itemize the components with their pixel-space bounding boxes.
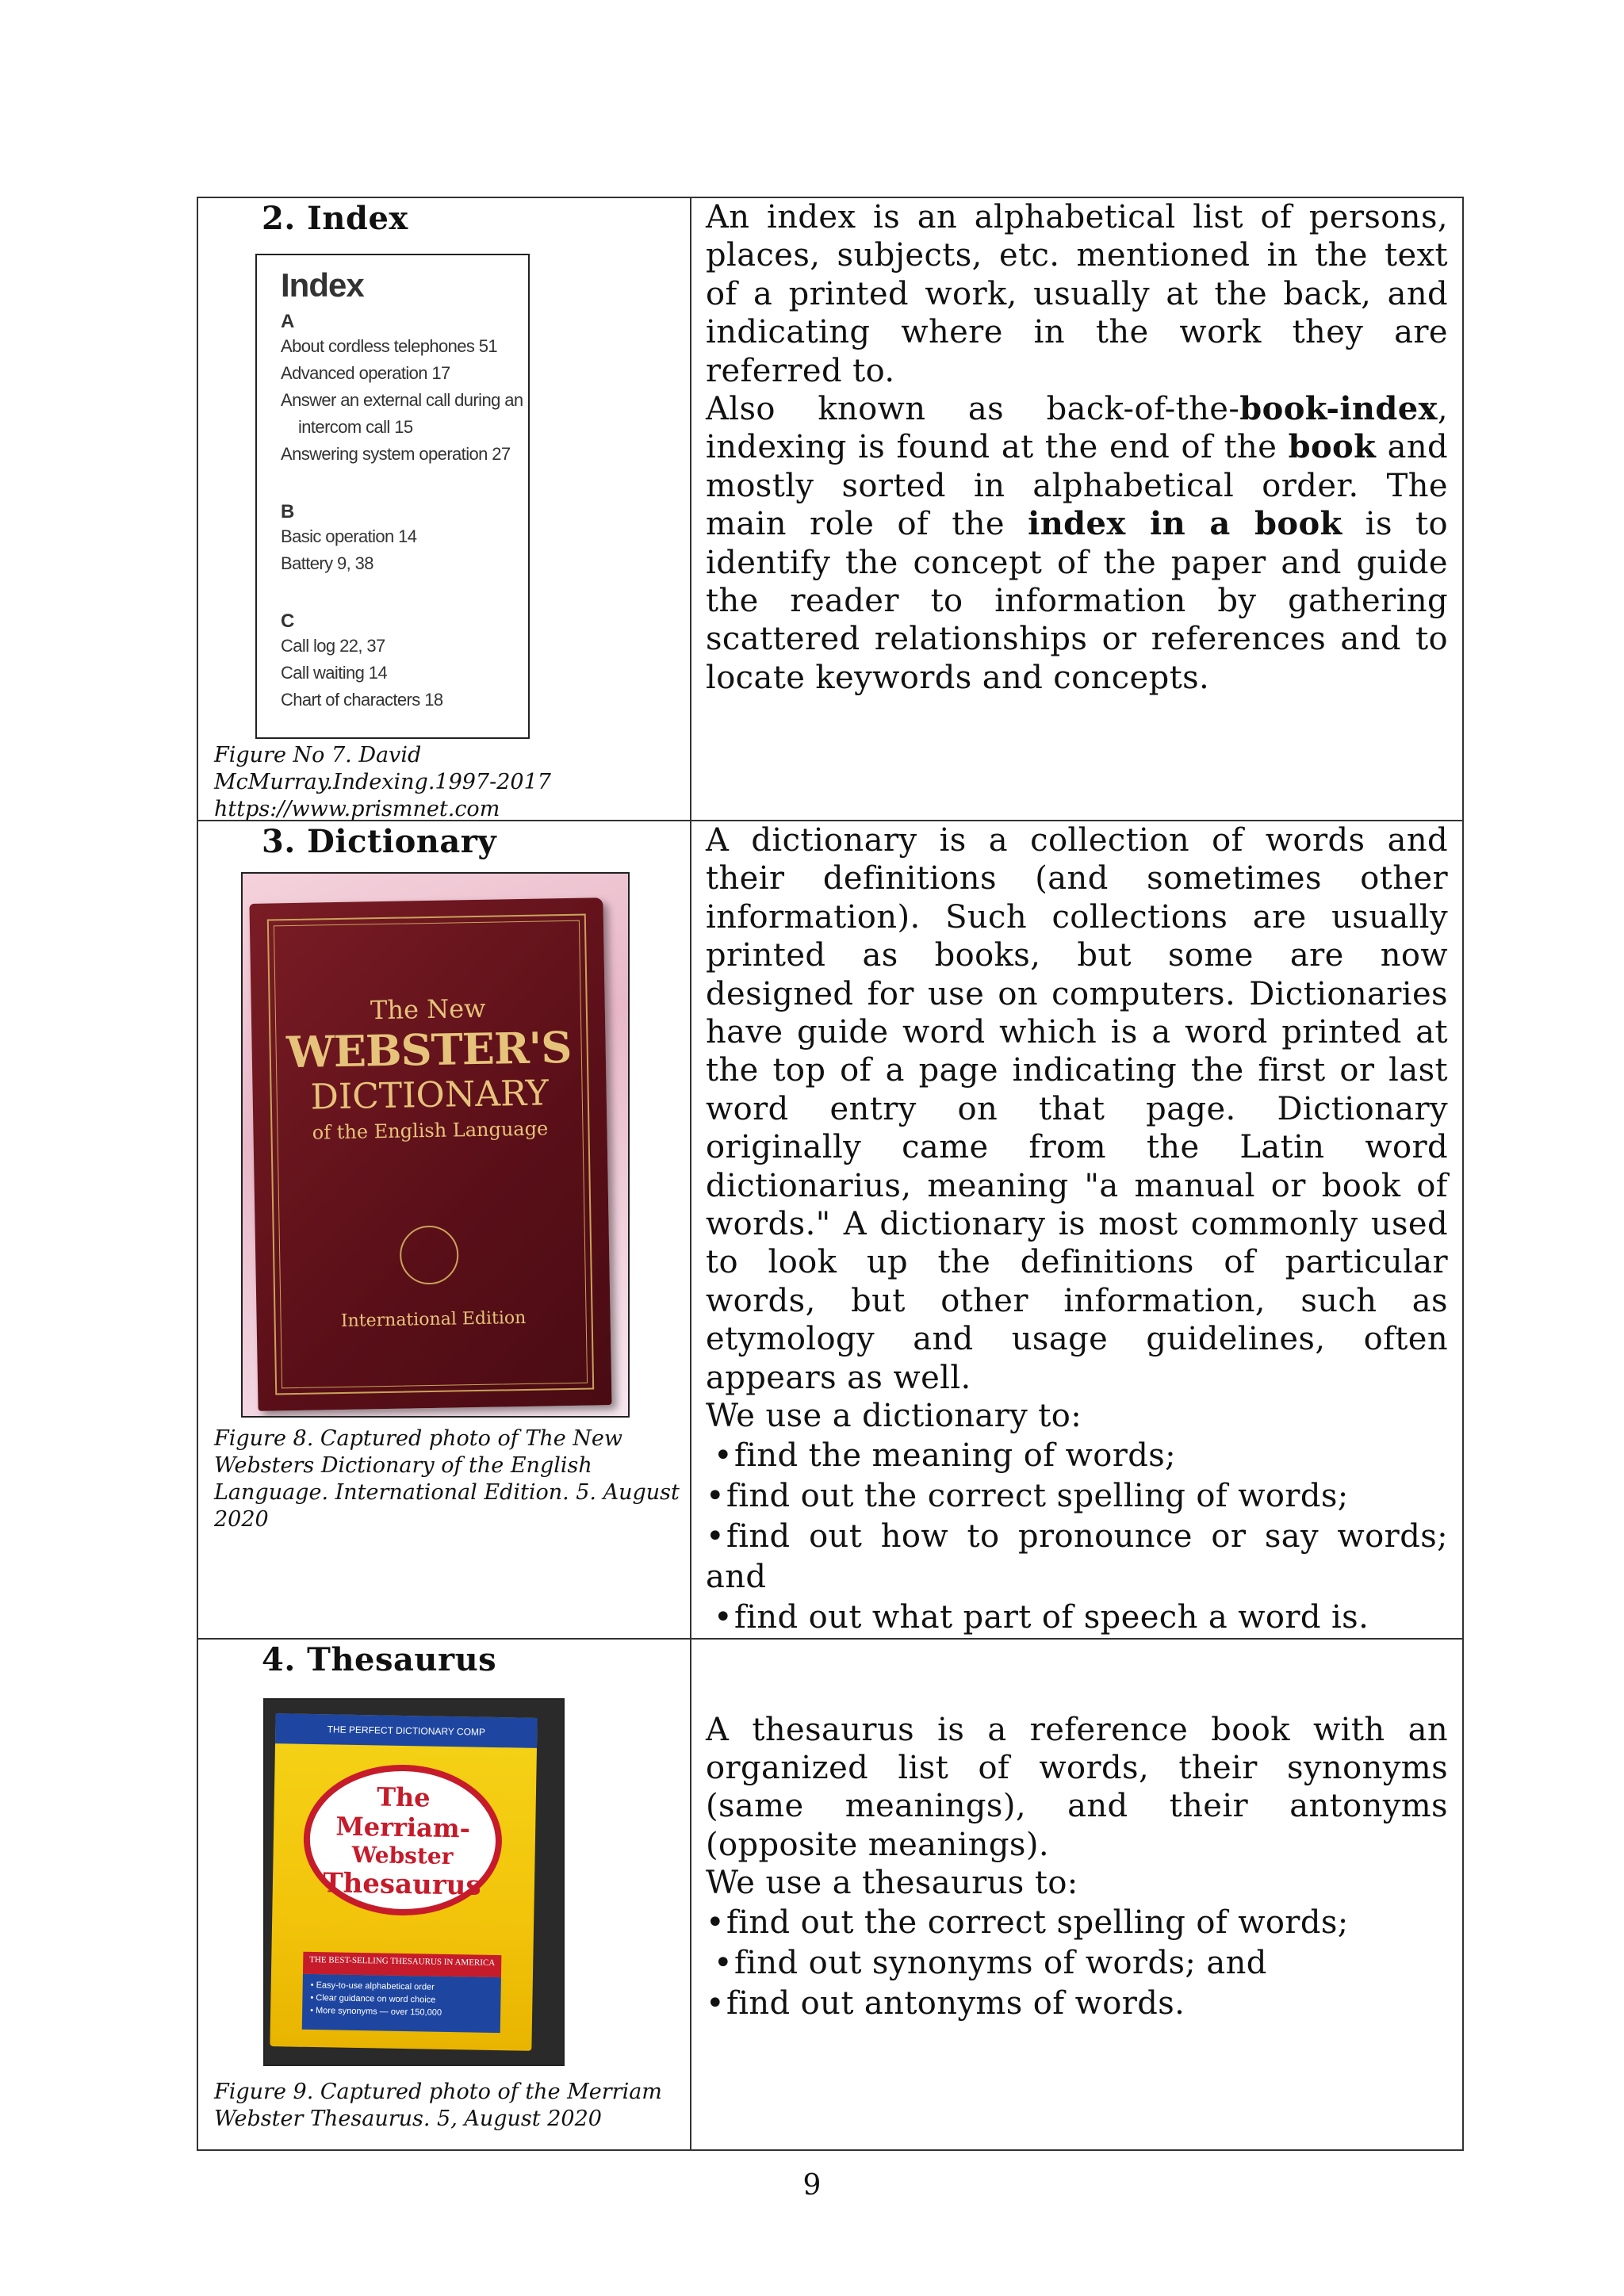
book-title-line: DICTIONARY	[310, 1073, 550, 1118]
caption-line: Figure 9. Captured photo of the Merriam	[214, 2079, 662, 2104]
index-left-cell	[197, 197, 691, 821]
caption-line: McMurray.Indexing.1997-2017	[214, 770, 551, 794]
dictionary-caption	[214, 1425, 682, 1533]
thesaurus-caption	[214, 2079, 682, 2133]
index-right-cell	[691, 197, 1463, 821]
index-caption	[214, 742, 682, 823]
page-number: 9	[802, 2169, 822, 2202]
table-row-index	[197, 197, 1463, 821]
list-item: •find out the correct spelling of words;	[706, 1477, 1349, 1514]
dictionary-definition: A dictionary is a collection of words and their definitions (and sometimes other information). Such collections are usually printed as books, but some are now designed for use on computers. Dictionaries have guide word which is a word printed at the top of a page indicating the first or last word entry on that page. Dictionary originally came from the Latin word dictionarius, meaning "a manual or book of words." A dictionary is most commonly used to look up the definitions of particular words, but other information, such as etymology and usage guidelines, often appears as well.	[706, 822, 1448, 1396]
list-item: •find out how to pronounce or say words; and	[706, 1517, 1448, 1595]
thesaurus-uses-list	[706, 1903, 1448, 2024]
caption-line: Language. International Edition. 5. August	[214, 1480, 680, 1505]
index-entry: intercom call 15	[298, 417, 413, 437]
dictionary-heading: 3. Dictionary	[262, 823, 497, 860]
thesaurus-book-cover	[270, 1713, 537, 2051]
book-tagline: THE BEST-SELLING THESAURUS IN AMERICA	[303, 1951, 501, 1976]
index-letter-a: A	[281, 311, 295, 332]
index-entry: Call waiting 14	[281, 663, 388, 683]
dictionary-uses-intro: We use a dictionary to:	[706, 1398, 1082, 1435]
dictionary-description	[691, 821, 1462, 1638]
list-item: •find out antonyms of words.	[706, 1984, 1185, 2022]
book-banner: THE PERFECT DICTIONARY COMP	[275, 1713, 538, 1748]
index-entry: About cordless telephones 51	[281, 336, 498, 356]
thesaurus-description	[691, 1640, 1462, 2024]
thesaurus-heading: 4. Thesaurus	[262, 1640, 497, 1678]
thesaurus-left-cell	[197, 1639, 691, 2150]
index-entry: Call log 22, 37	[281, 636, 385, 656]
list-item: •find out what part of speech a word is.	[714, 1598, 1369, 1636]
caption-line: Figure 8. Captured photo of The New	[214, 1426, 623, 1451]
index-definition: An index is an alphabetical list of persons, places, subjects, etc. mentioned in the text of a printed work, usually at the back, and indicating where in the work they are referred to.	[706, 199, 1448, 389]
thesaurus-uses-intro: We use a thesaurus to:	[706, 1865, 1078, 1902]
index-letter-c: C	[281, 610, 295, 632]
index-figure-title: Index	[281, 266, 364, 304]
index-entry: Basic operation 14	[281, 526, 417, 546]
caption-line: 2020	[214, 1507, 269, 1532]
index-entry: Answer an external call during an	[281, 390, 523, 410]
book-title-line: WEBSTER'S	[285, 1021, 572, 1078]
index-entry: Answering system operation 27	[281, 444, 511, 464]
index-entry: Battery 9, 38	[281, 553, 373, 573]
caption-link[interactable]: https://www.prismnet.com	[214, 797, 500, 821]
index-letter-b: B	[281, 501, 295, 522]
caption-line: Websters Dictionary of the English	[214, 1453, 592, 1478]
list-item: •find out the correct spelling of words;	[706, 1904, 1349, 1941]
book-title-line: The New	[370, 993, 486, 1026]
dictionary-left-cell	[197, 821, 691, 1639]
thesaurus-definition: A thesaurus is a reference book with an organized list of words, their synonyms (same meanings), and their antonyms (opposite meanings).	[706, 1711, 1448, 1863]
table-row-thesaurus	[197, 1639, 1463, 2150]
index-figure	[255, 254, 530, 739]
index-heading: 2. Index	[262, 200, 408, 237]
book-title-line: of the English Language	[312, 1117, 549, 1144]
index-entry: Chart of characters 18	[281, 690, 443, 710]
thesaurus-right-cell	[691, 1639, 1463, 2150]
reference-table	[197, 197, 1464, 2151]
caption-line: Figure No 7. David	[214, 743, 422, 767]
caption-line: Webster Thesaurus. 5, August 2020	[214, 2106, 602, 2131]
dictionary-right-cell	[691, 821, 1463, 1639]
thesaurus-photo	[263, 1698, 565, 2066]
book-features: • Easy-to-use alphabetical order • Clear guidance on word choice • More synonyms — over 150,000	[302, 1973, 501, 2032]
index-description	[691, 198, 1462, 697]
list-item: •find out synonyms of words; and	[714, 1944, 1267, 1981]
book-edition: International Edition	[340, 1307, 527, 1332]
dictionary-photo	[241, 872, 630, 1418]
index-role-paragraph: Also known as back-of-the-book-index, indexing is found at the end of the book and mostly sorted in alphabetical order. The main role of the index in a book is to identify the concept of the paper and guide the reader to information by gathering scattered relationships or references and to locate keywords and concepts.	[706, 390, 1449, 696]
index-entry: Advanced operation 17	[281, 363, 450, 383]
book-title-circle: The Merriam- Webster Thesaurus	[302, 1762, 503, 1916]
list-item: •find the meaning of words;	[714, 1437, 1177, 1474]
dictionary-book-cover	[249, 897, 611, 1411]
table-row-dictionary	[197, 821, 1463, 1639]
dictionary-uses-list	[706, 1436, 1448, 1638]
